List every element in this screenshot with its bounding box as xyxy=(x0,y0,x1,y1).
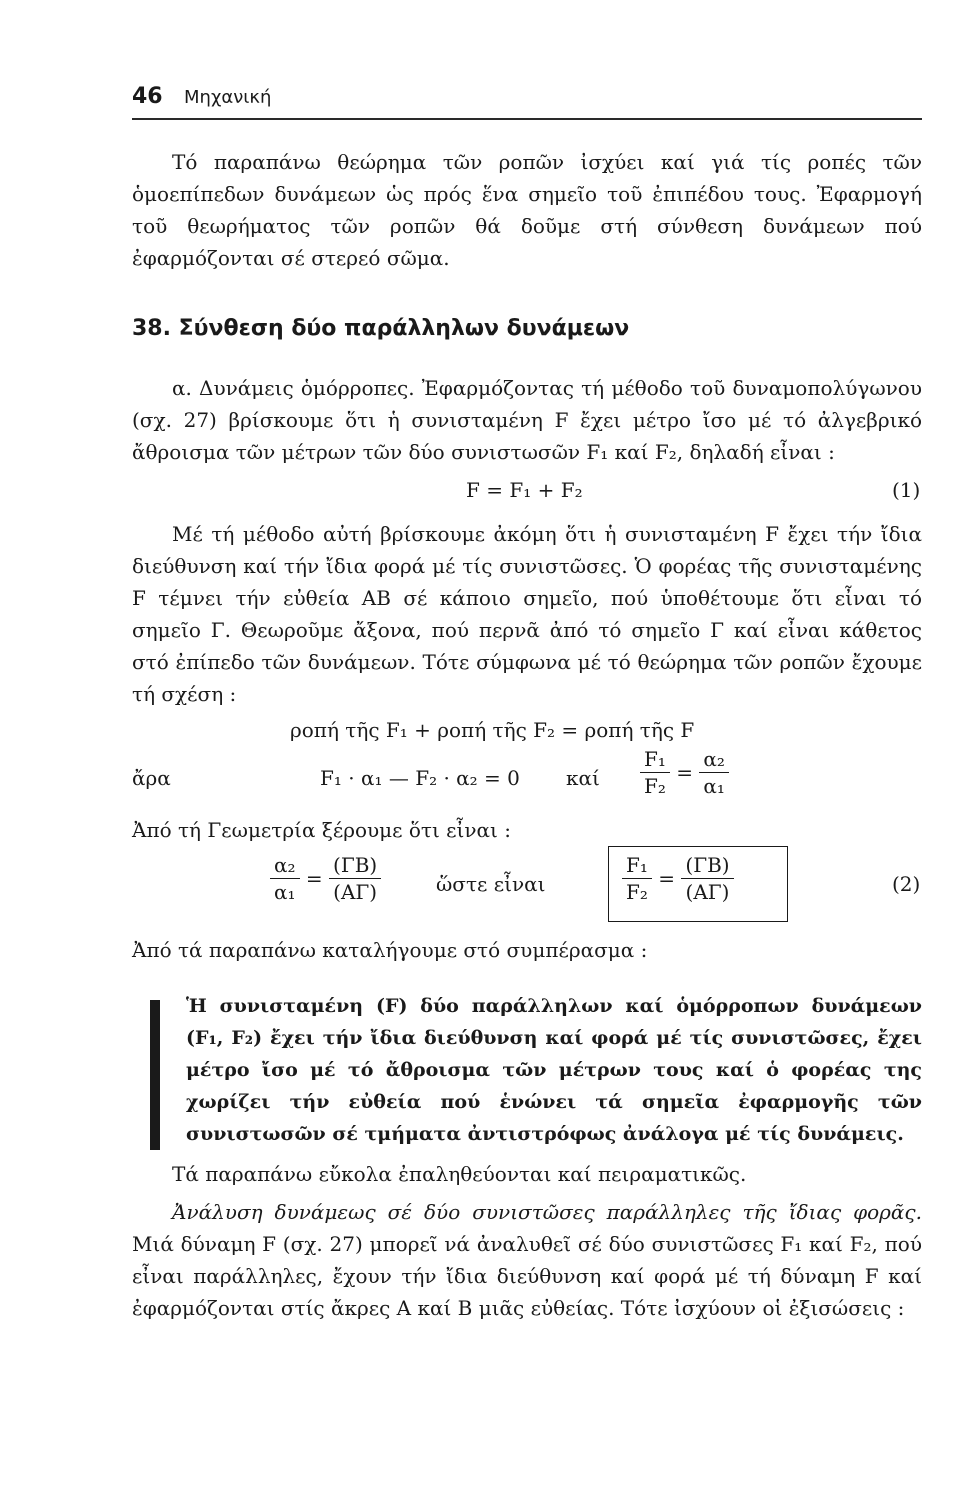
geometry-intro: Ἀπό τή Γεωμετρία ξέρουμε ὅτι εἶναι : xyxy=(132,818,511,842)
running-title: Μηχανική xyxy=(184,87,272,108)
section-title: 38. Σύνθεση δύο παράλληλων δυνάμεων xyxy=(132,316,630,341)
fraction-alpha: $\frac{\text{α₂}}{\text{α₁}}$ xyxy=(270,852,300,905)
moment-equation: ροπή τῆς F₁ + ροπή τῆς F₂ = ροπή τῆς F xyxy=(290,718,695,742)
fraction-box-forces: $\frac{\text{F₁}}{\text{F₂}}$ xyxy=(622,852,652,905)
geometry-equation: $\frac{\text{α₂}}{\text{α₁}}$ = $\frac{(\Gamma B)}{(A\Gamma)}$ xyxy=(270,852,381,905)
boxed-equation: $\frac{\text{F₁}}{\text{F₂}}$ = $\frac{(\Gamma B)}{(A\Gamma)}$ xyxy=(622,852,734,905)
conclusion-intro: Ἀπό τά παραπάνω καταλήγουμε στό συμπέρασμα : xyxy=(132,938,648,962)
theorem-statement: Ἡ συνισταμένη (F) δύο παράλληλων καί ὁμόρροπων δυνάμεων (F₁, F₂) ἔχει τήν ἴδια διεύθυνση καί φορά μέ τίς συνιστῶσες, ἔχει μέτρο ἴσο μέ τό ἄθροισμα τῶν μέτρων τους καί ὁ φορέας της χωρίζει τήν εὐθεία πού ἑνώνει τά σημεῖα ἐφαρμογῆς τῶν συνιστωσῶν σέ τμήματα ἀντιστρόφως ἀνάλογα μέ τίς δυνάμεις. xyxy=(186,995,922,1145)
page-header xyxy=(132,84,922,112)
experiment-line: Τά παραπάνω εὔκολα ἐπαληθεύονται καί πειραματικῶς. xyxy=(172,1162,747,1186)
theorem-side-bar xyxy=(150,1000,160,1150)
fraction-segments: $\frac{(\Gamma B)}{(A\Gamma)}$ xyxy=(329,852,381,905)
analysis-title: Ἀνάλυση δυνάμεως σέ δύο συνιστῶσες παράλληλες τῆς ἴδιας φορᾶς. xyxy=(172,1200,922,1224)
fraction-forces: $\frac{\text{F₁}}{\text{F₂}}$ xyxy=(640,746,670,799)
fraction-arms: $\frac{\text{α₂}}{\text{α₁}}$ xyxy=(699,746,729,799)
equation-1-label: (1) xyxy=(892,478,921,502)
analysis-paragraph xyxy=(132,1196,922,1324)
wste-text: ὥστε εἶναι xyxy=(436,872,546,896)
paragraph-like-forces: α. Δυνάμεις ὁμόρροπες. Ἐφαρμόζοντας τή μέθοδο τοῦ δυναμοπολύγωνου (σχ. 27) βρίσκουμε ὅτι ἡ συνισταμένη F ἔχει μέτρο ἴσο μέ τό ἀλγεβρικό ἄθροισμα τῶν μέτρων τῶν δύο συνιστωσῶν F₁ καί F₂, δηλαδή εἶναι : xyxy=(132,376,922,464)
ratio-equation: $\frac{\text{F₁}}{\text{F₂}}$ = $\frac{\text{α₂}}{\text{α₁}}$ xyxy=(640,746,729,799)
kai-word: καί xyxy=(566,766,600,790)
page-number: 46 xyxy=(132,84,163,109)
equation-1: F = F₁ + F₂ xyxy=(466,478,583,502)
header-rule xyxy=(132,118,922,120)
analysis-text: Μιά δύναμη F (σχ. 27) μπορεῖ νά ἀναλυθεῖ σέ δύο συνιστῶσες F₁ καί F₂, πού εἶναι παράλληλες, ἔχουν τήν ἴδια διεύθυνση καί φορά μέ τή δύναμη F καί ἐφαρμόζονται στίς ἄκρες Α καί Β μιᾶς εὐθείας. Τότε ἰσχύουν οἱ ἐξισώσεις : xyxy=(132,1232,922,1320)
equation-2-label: (2) xyxy=(892,872,921,896)
fraction-box-segments: $\frac{(\Gamma B)}{(A\Gamma)}$ xyxy=(681,852,733,905)
ara-word: ἄρα xyxy=(132,766,171,790)
intro-paragraph: Τό παραπάνω θεώρημα τῶν ροπῶν ἰσχύει καί γιά τίς ροπές τῶν ὁμοεπίπεδων δυνάμεων ὡς πρός ἕνα σημεῖο τοῦ ἐπιπέδου τους. Ἐφαρμογή τοῦ θεωρήματος τῶν ροπῶν θά δοῦμε στή σύνθεση δυνάμεων πού ἐφαρμόζονται σέ στερεό σῶμα. xyxy=(132,150,922,270)
paragraph-resultant-direction: Μέ τή μέθοδο αὐτή βρίσκουμε ἀκόμη ὅτι ἡ συνισταμένη F ἔχει τήν ἴδια διεύθυνση καί τήν ἴδια φορά μέ τίς συνιστῶσες. Ὁ φορέας τῆς συνισταμένης F τέμνει τήν εὐθεία ΑΒ σέ κάποιο σημεῖο, πού ὑποθέτουμε ὅτι εἶναι τό σημεῖο Γ. Θεωροῦμε ἄξονα, πού περνᾶ ἀπό τό σημεῖο Γ καί εἶναι κάθετος στό ἐπίπεδο τῶν δυνάμεων. Τότε σύμφωνα μέ τό θεώρημα τῶν ροπῶν ἔχουμε τή σχέση : xyxy=(132,522,922,706)
moment-balance-equation: F₁ · α₁ — F₂ · α₂ = 0 xyxy=(320,766,520,790)
